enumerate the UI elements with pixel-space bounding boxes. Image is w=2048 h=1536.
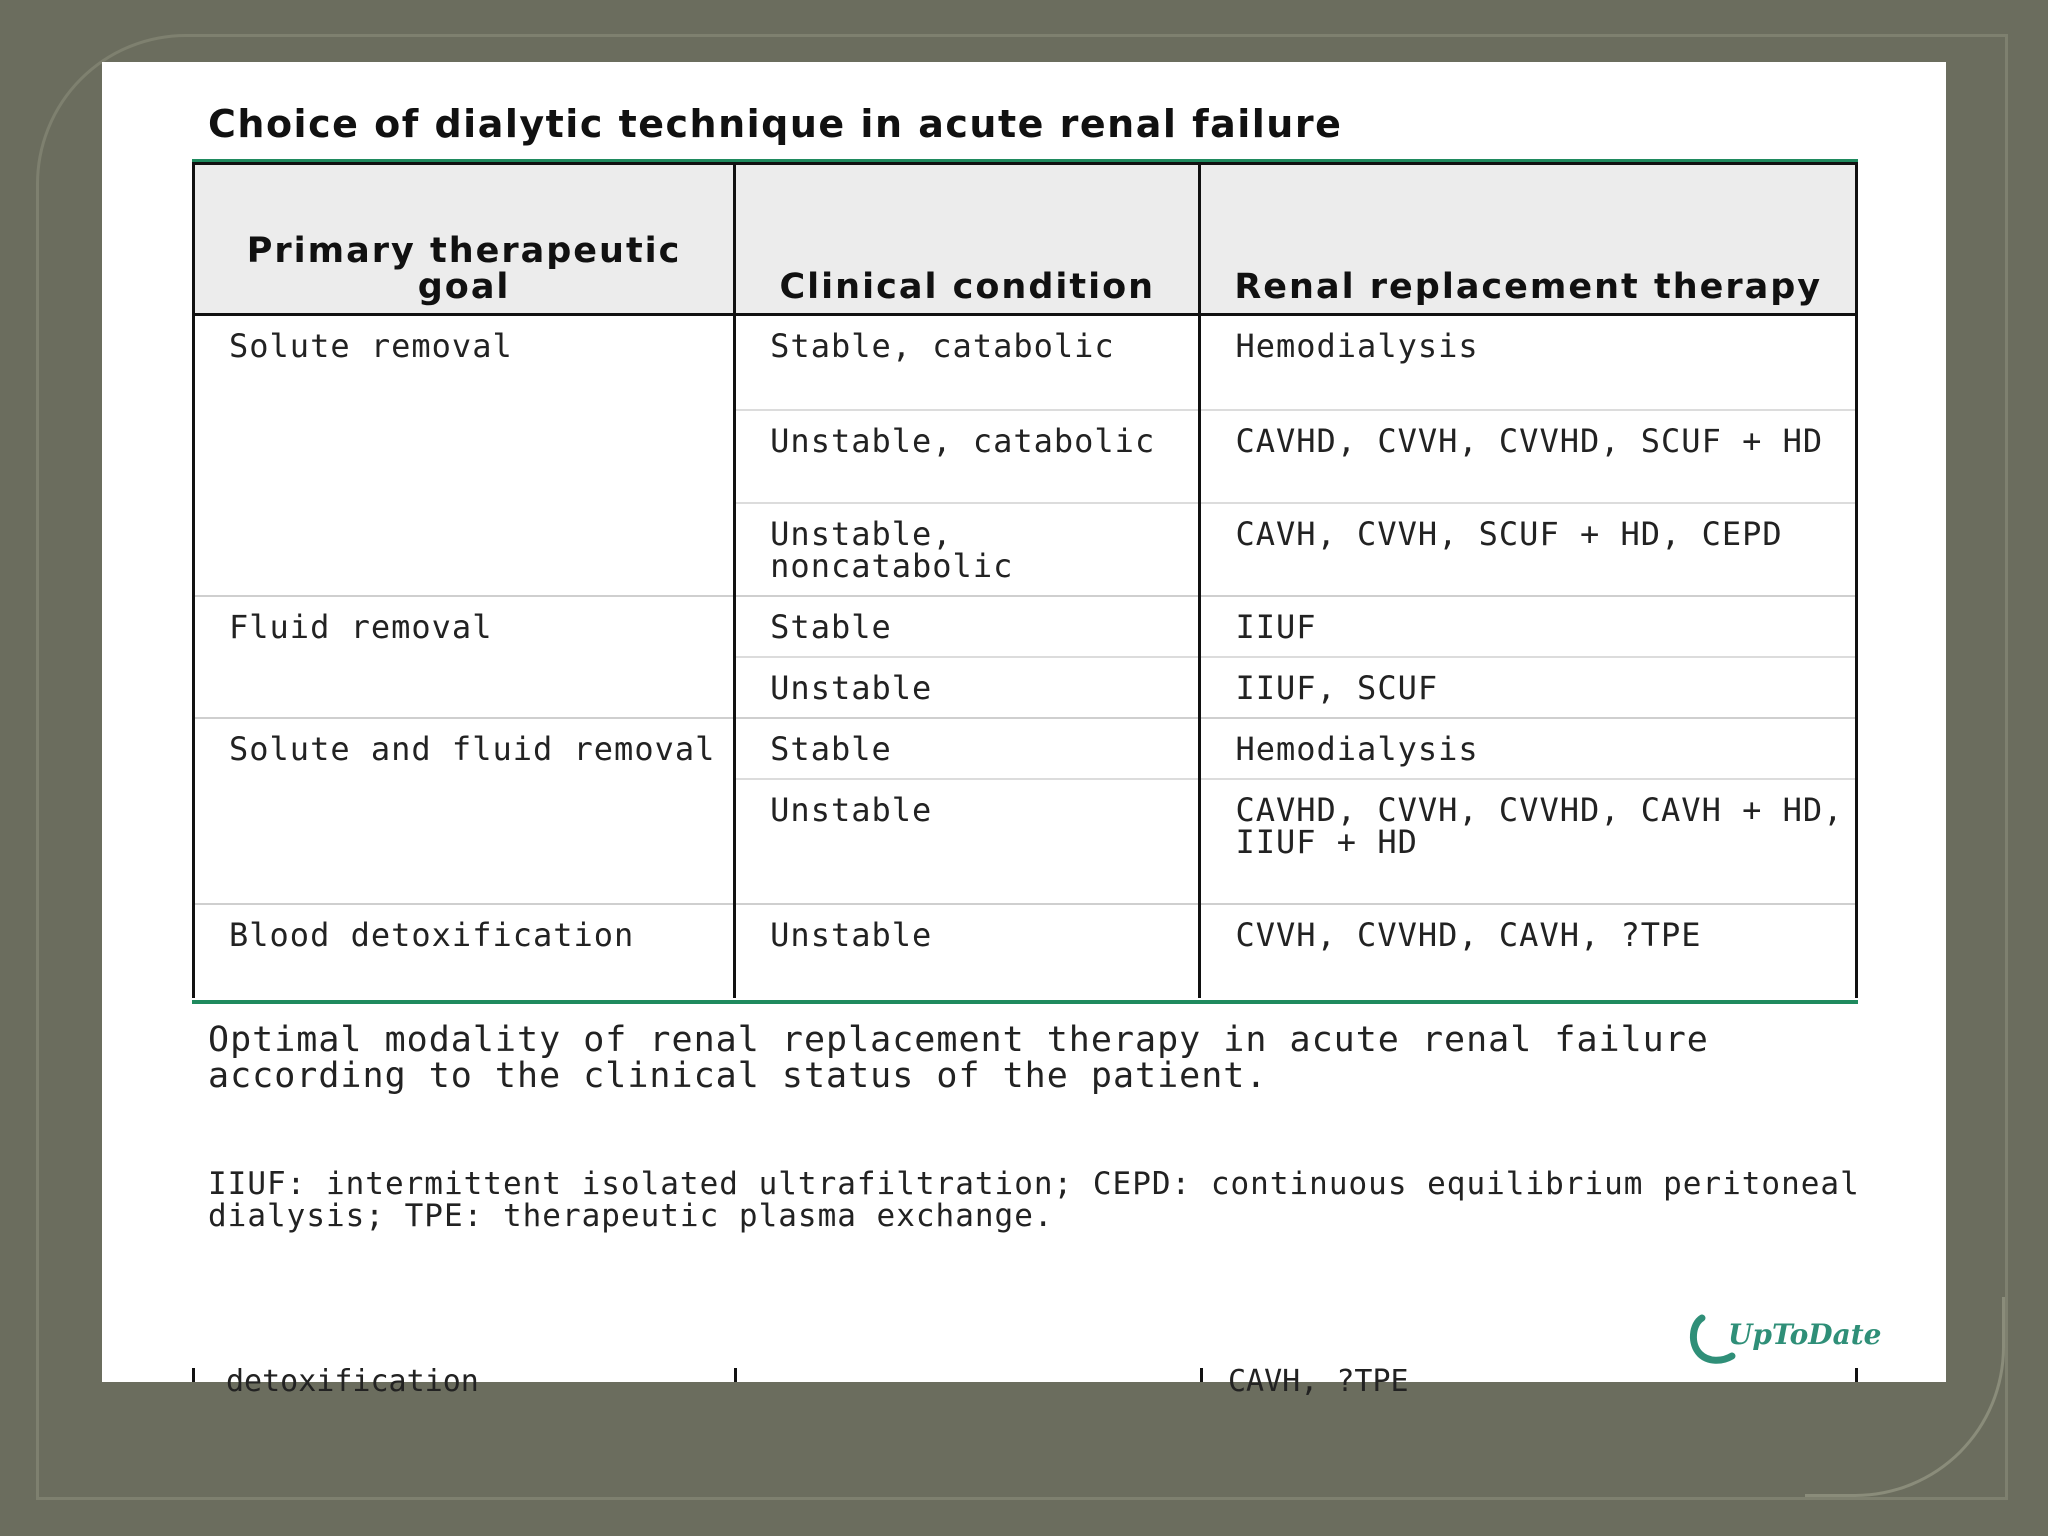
header-goal: Primary therapeutic goal bbox=[194, 164, 735, 315]
cell-condition: Stable bbox=[735, 718, 1200, 779]
table-caption: Optimal modality of renal replacement therapy in acute renal failure according to the clinical status of the patient. bbox=[208, 1020, 1709, 1096]
cell-therapy: Hemodialysis bbox=[1200, 315, 1857, 410]
cell-condition: Unstable, catabolic bbox=[735, 410, 1200, 503]
table-row bbox=[194, 904, 1857, 998]
cell-goal: Fluid removal bbox=[194, 596, 735, 718]
cell-condition: Stable bbox=[735, 596, 1200, 657]
remnant-therapy-text: CAVH, ?TPE bbox=[1228, 1364, 1409, 1399]
remnant-border bbox=[192, 1368, 195, 1382]
cell-therapy: Hemodialysis bbox=[1200, 718, 1857, 779]
cell-therapy: IIUF, SCUF bbox=[1200, 657, 1857, 718]
cell-condition: Unstable bbox=[735, 657, 1200, 718]
remnant-goal-text: detoxification bbox=[226, 1364, 479, 1399]
cell-condition: Unstable, noncatabolic bbox=[735, 503, 1200, 596]
remnant-border bbox=[1200, 1368, 1203, 1382]
table-row bbox=[194, 315, 1857, 410]
table-bottom-rule bbox=[192, 1000, 1858, 1004]
cell-therapy: CAVHD, CVVH, CVVHD, SCUF + HD bbox=[1200, 410, 1857, 503]
table-header-row bbox=[194, 164, 1857, 315]
uptodate-logo bbox=[1688, 1314, 1928, 1366]
cell-goal: Solute and fluid removal bbox=[194, 718, 735, 904]
cell-condition: Unstable bbox=[735, 904, 1200, 998]
page-title: Choice of dialytic technique in acute renal failure bbox=[208, 102, 1343, 146]
uptodate-logo-text: UpToDate bbox=[1728, 1318, 1882, 1351]
header-therapy: Renal replacement therapy bbox=[1200, 164, 1857, 315]
cell-therapy: IIUF bbox=[1200, 596, 1857, 657]
cell-goal: Blood detoxification bbox=[194, 904, 735, 998]
cell-therapy: CVVH, CVVHD, CAVH, ?TPE bbox=[1200, 904, 1857, 998]
cell-therapy: CAVH, CVVH, SCUF + HD, CEPD bbox=[1200, 503, 1857, 596]
cell-condition: Stable, catabolic bbox=[735, 315, 1200, 410]
remnant-border bbox=[1855, 1368, 1858, 1382]
abbreviations-footnote: IIUF: intermittent isolated ultrafiltration; CEPD: continuous equilibrium peritoneal dialysis; TPE: therapeutic plasma exchange. bbox=[208, 1166, 1860, 1234]
remnant-border bbox=[734, 1368, 737, 1382]
cell-condition: Unstable bbox=[735, 779, 1200, 904]
slide-content bbox=[102, 62, 1946, 1399]
header-condition: Clinical condition bbox=[735, 164, 1200, 315]
dialysis-table bbox=[192, 162, 1858, 998]
cropped-table-remnant bbox=[192, 1364, 1858, 1399]
table-row bbox=[194, 596, 1857, 657]
cell-therapy: CAVHD, CVVH, CVVHD, CAVH + HD, IIUF + HD bbox=[1200, 779, 1857, 904]
cell-goal: Solute removal bbox=[194, 315, 735, 596]
table-row bbox=[194, 718, 1857, 779]
